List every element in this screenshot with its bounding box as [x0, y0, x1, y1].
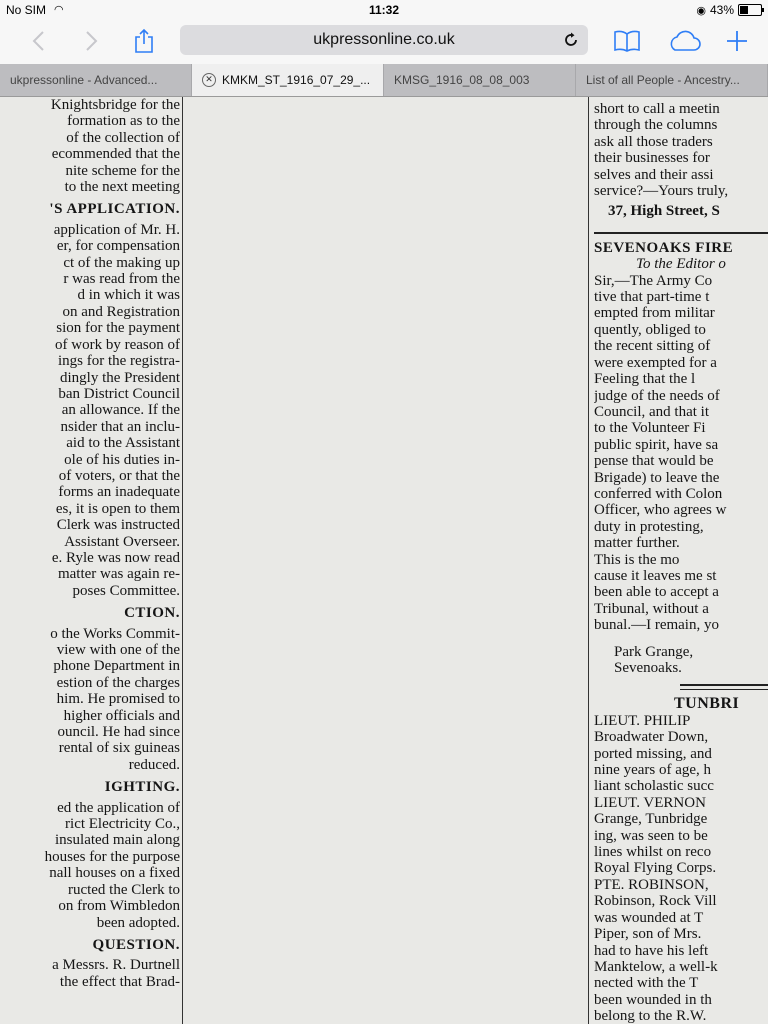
- column-text-line: been adopted.: [96, 914, 180, 931]
- column-text-line: Assistant Overseer.: [64, 533, 180, 550]
- column-text-line: o the Works Commit-: [50, 625, 180, 642]
- column-text-line: ructed the Clerk to: [67, 881, 180, 898]
- column-text-line: ported missing, and: [594, 745, 712, 762]
- column-text-line: nected with the T: [594, 975, 699, 992]
- column-text-line: been wounded in th: [594, 991, 712, 1008]
- book-icon: [614, 30, 640, 52]
- letter-line: This is the mo: [594, 551, 680, 568]
- column-text-line: 'S APPLICATION.: [49, 201, 180, 218]
- column-text-line: of voters, or that the: [58, 467, 180, 484]
- column-text-line: on from Wimbledon: [58, 898, 180, 915]
- left-column: [0, 97, 180, 990]
- column-text-line: nite scheme for the: [65, 162, 180, 179]
- battery-percent: 43%: [709, 3, 734, 17]
- column-text-line: ing, was seen to be: [594, 827, 708, 844]
- letter-line: Feeling that the l: [594, 371, 696, 388]
- carrier-label: No SIM: [6, 3, 47, 17]
- column-text-line: CTION.: [124, 605, 180, 622]
- letter-line: Brigade) to leave the: [594, 469, 720, 486]
- column-text-line: Grange, Tunbridge: [594, 811, 708, 828]
- column-text-line: ct of the making up: [63, 254, 180, 271]
- column-text-line: ban District Council: [58, 385, 180, 402]
- column-text-line: ask all those traders: [594, 133, 713, 150]
- column-text-line: liant scholastic succ: [594, 778, 714, 795]
- letter-line: were exempted for a: [594, 354, 717, 371]
- column-text-line: their businesses for: [594, 150, 710, 167]
- tab-bar: [0, 64, 768, 97]
- battery-fill: [740, 6, 748, 14]
- column-text-line: rental of six guineas: [58, 740, 180, 757]
- column-text-line: er, for compensation: [56, 238, 180, 255]
- tab-kmsg-1916[interactable]: [384, 64, 576, 96]
- column-rule: [182, 97, 183, 1024]
- column-text-line: of work by reason of: [55, 336, 180, 353]
- column-text-line: QUESTION.: [92, 936, 180, 953]
- share-icon: [134, 28, 154, 54]
- column-text-line: phone Department in: [53, 658, 180, 675]
- section-heading-fire-brigade: SEVENOAKS FIRE: [594, 239, 734, 256]
- letter-line: public spirit, have sa: [594, 436, 719, 453]
- column-text-line: Manktelow, a well-k: [594, 958, 718, 975]
- column-text-line: estion of the charges: [56, 674, 180, 691]
- column-text-line: to the next meeting: [64, 179, 180, 196]
- wifi-icon: ◠: [54, 4, 64, 16]
- section-heading-tunbridge: TUNBRI: [674, 695, 740, 713]
- column-rule: [588, 97, 589, 1024]
- column-text-line: through the columns: [594, 117, 718, 134]
- icloud-tabs-button[interactable]: [666, 26, 702, 56]
- column-text-line: reduced.: [128, 756, 180, 773]
- column-text-line: Knightsbridge for the: [50, 97, 180, 113]
- column-text-line: application of Mr. H.: [53, 221, 180, 238]
- column-text-line: ole of his duties in-: [64, 451, 180, 468]
- tab-label: List of all People - Ancestry...: [586, 73, 740, 87]
- letter-line: Tribunal, without a: [594, 600, 709, 617]
- battery-status: [696, 3, 762, 17]
- column-text-line: a Messrs. R. Durtnell: [52, 957, 180, 974]
- letter-line: duty in protesting,: [594, 518, 704, 535]
- address-bar[interactable]: [180, 25, 588, 55]
- column-text-line: LIEUT. PHILIP: [594, 712, 691, 729]
- column-text-line: was wounded at T: [594, 909, 704, 926]
- column-text-line: lines whilst on reco: [594, 844, 712, 861]
- to-the-editor: To the Editor o: [636, 256, 726, 273]
- newspaper-page[interactable]: [0, 97, 768, 1024]
- column-text-line: of the collection of: [66, 129, 180, 146]
- column-text-line: Broadwater Down,: [594, 729, 709, 746]
- column-text-line: short to call a meetin: [594, 101, 720, 117]
- tab-ukpressonline-advanced[interactable]: [0, 64, 192, 96]
- letter-address: 37, High Street, S: [608, 203, 720, 220]
- letter-line: matter further.: [594, 535, 680, 552]
- letter-signoff-line: Sevenoaks.: [614, 660, 682, 676]
- column-text-line: poses Committee.: [72, 582, 180, 599]
- bookmarks-button[interactable]: [612, 26, 642, 56]
- column-text-line: d in which it was: [77, 287, 180, 304]
- tab-kmkm-st-1916[interactable]: [192, 64, 384, 96]
- column-text-line: formation as to the: [67, 113, 180, 130]
- letter-line: been able to accept a: [594, 584, 719, 601]
- orientation-lock-icon: ◉: [696, 4, 706, 17]
- column-text-line: rict Electricity Co.,: [65, 816, 180, 833]
- column-text-line: ouncil. He had since: [57, 724, 180, 741]
- back-button[interactable]: [24, 26, 52, 56]
- column-text-line: the effect that Brad-: [59, 973, 180, 990]
- column-text-line: selves and their assi: [594, 166, 714, 183]
- cloud-icon: [667, 30, 701, 52]
- letter-line: conferred with Colon: [594, 485, 723, 502]
- letter-line: quently, obliged to: [594, 321, 706, 338]
- column-text-line: sion for the payment: [56, 320, 180, 337]
- column-text-line: aid to the Assistant: [66, 435, 180, 452]
- tab-label: ukpressonline - Advanced...: [10, 73, 158, 87]
- column-text-line: houses for the purpose: [44, 848, 180, 865]
- column-text-line: ed the application of: [57, 799, 180, 816]
- column-text-line: Clerk was instructed: [56, 517, 180, 534]
- reload-button[interactable]: [560, 29, 582, 51]
- letter-line: bunal.—I remain, yo: [594, 617, 719, 634]
- letter-line: to the Volunteer Fi: [594, 420, 706, 437]
- reload-icon: [563, 32, 579, 48]
- url-text[interactable]: ukpressonline.co.uk: [313, 31, 455, 48]
- tab-ancestry-people[interactable]: [576, 64, 768, 96]
- tab-label: KMSG_1916_08_08_003: [394, 73, 530, 87]
- clock: 11:32: [368, 3, 400, 17]
- column-text-line: ings for the registra-: [57, 353, 180, 370]
- letter-line: Council, and that it: [594, 403, 709, 420]
- column-text-line: nsider that an inclu-: [60, 418, 180, 435]
- column-text-line: PTE. ROBINSON,: [594, 876, 709, 893]
- letter-line: pense that would be: [594, 453, 714, 470]
- right-column: [594, 97, 768, 1024]
- column-text-line: belong to the R.W.: [594, 1008, 707, 1024]
- column-text-line: matter was again re-: [57, 566, 180, 583]
- letter-line: the recent sitting of: [594, 338, 711, 355]
- letter-line: cause it leaves me st: [594, 567, 717, 584]
- tab-label: KMKM_ST_1916_07_29_...: [222, 73, 371, 87]
- column-text-line: view with one of the: [56, 642, 180, 658]
- column-text-line: LIEUT. VERNON: [594, 794, 706, 811]
- column-text-line: dingly the President: [60, 369, 180, 386]
- column-text-line: e. Ryle was now read: [51, 549, 180, 566]
- column-text-line: Piper, son of Mrs.: [594, 926, 702, 943]
- column-text-line: Royal Flying Corps.: [594, 860, 717, 877]
- column-text-line: insulated main along: [55, 832, 180, 849]
- column-text-line: forms an inadequate: [58, 484, 180, 501]
- section-rule: [594, 232, 768, 234]
- column-text-line: an allowance. If the: [61, 402, 180, 419]
- column-text-line: nall houses on a fixed: [49, 865, 180, 882]
- browser-toolbar: [0, 20, 768, 64]
- forward-button[interactable]: [78, 26, 106, 56]
- chevron-right-icon: [85, 30, 99, 52]
- column-text-line: on and Registration: [62, 303, 180, 320]
- column-text-line: higher officials and: [63, 707, 180, 724]
- letter-line: empted from militar: [594, 305, 715, 322]
- share-button[interactable]: [130, 26, 158, 56]
- letter-line: Sir,—The Army Co: [594, 272, 713, 289]
- section-rule: [680, 684, 768, 690]
- battery-icon: [738, 4, 762, 16]
- letter-line: tive that part-time t: [594, 289, 710, 306]
- letter-signoff-line: Park Grange,: [614, 643, 694, 660]
- plus-icon: [726, 30, 748, 52]
- column-text-line: had to have his left: [594, 942, 709, 959]
- letter-line: Officer, who agrees w: [594, 502, 727, 519]
- column-text-line: Robinson, Rock Vill: [594, 893, 717, 910]
- new-tab-button[interactable]: [724, 26, 750, 56]
- letter-line: judge of the needs of: [594, 387, 720, 404]
- column-text-line: nine years of age, h: [594, 762, 712, 779]
- column-text-line: es, it is open to them: [55, 500, 180, 517]
- status-bar: [0, 0, 768, 20]
- column-text-line: him. He promised to: [56, 691, 180, 708]
- close-tab-icon[interactable]: ✕: [202, 73, 216, 87]
- column-text-line: ecommended that the: [51, 146, 180, 163]
- column-text-line: r was read from the: [63, 271, 180, 288]
- column-text-line: service?—Yours truly,: [594, 183, 729, 200]
- chevron-left-icon: [31, 30, 45, 52]
- column-text-line: IGHTING.: [104, 779, 180, 796]
